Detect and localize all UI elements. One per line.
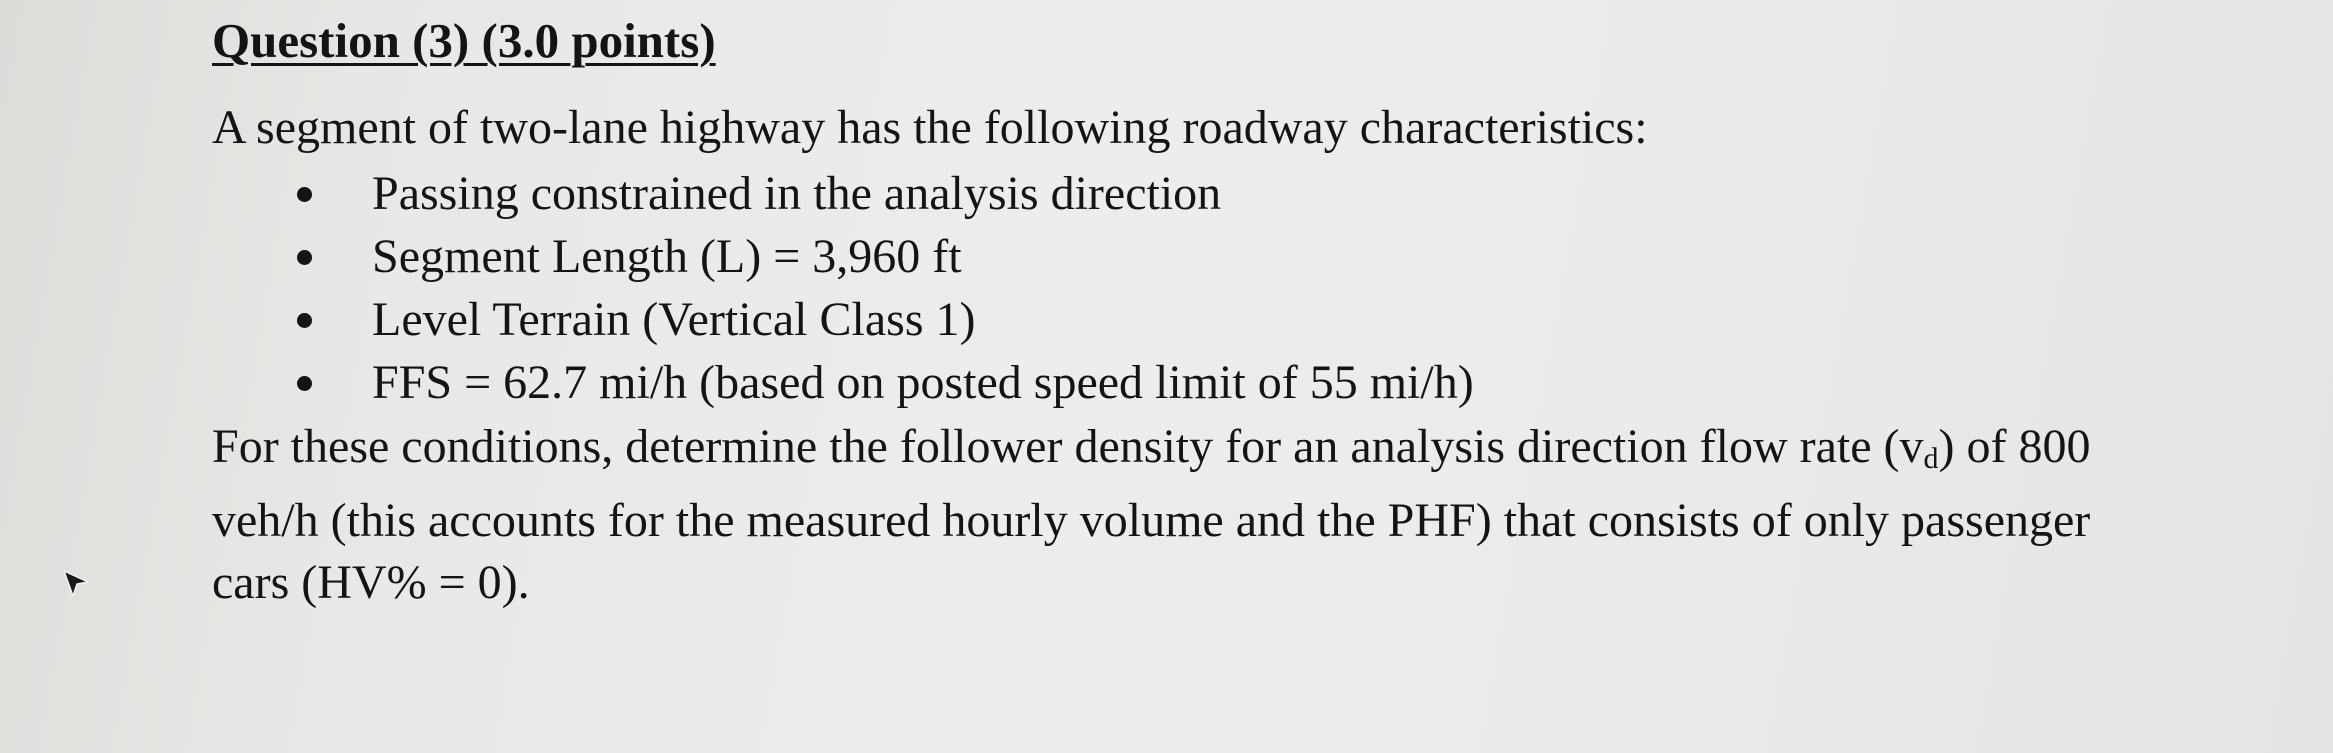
bullet-icon bbox=[297, 187, 312, 202]
question-prompt bbox=[212, 416, 2312, 614]
prompt-line-1 bbox=[212, 416, 2312, 490]
list-item-text: Level Terrain (Vertical Class 1) bbox=[372, 293, 976, 346]
prompt-line-1-end: ) of 800 bbox=[1938, 420, 2091, 473]
bullet-icon bbox=[297, 250, 312, 265]
prompt-line-2: veh/h (this accounts for the measured hourly volume and the PHF) that consists of only passenger bbox=[212, 494, 2091, 547]
flow-rate-subscript: d bbox=[1923, 442, 1939, 475]
bullet-icon bbox=[297, 376, 312, 391]
prompt-line-3: cars (HV% = 0). bbox=[212, 556, 530, 609]
list-item-text: Segment Length (L) = 3,960 ft bbox=[372, 230, 962, 283]
question-title: Question (3) (3.0 points) bbox=[212, 13, 716, 68]
list-item-text: FFS = 62.7 mi/h (based on posted speed limit of 55 mi/h) bbox=[372, 356, 1474, 409]
bullet-icon bbox=[297, 313, 312, 328]
list-item-text: Passing constrained in the analysis direction bbox=[372, 167, 1222, 220]
mouse-pointer-icon bbox=[58, 565, 94, 601]
question-intro: A segment of two-lane highway has the following roadway characteristics: bbox=[212, 101, 1648, 154]
prompt-line-1-start: For these conditions, determine the follower density for an analysis direction flow rate (v bbox=[212, 420, 1924, 473]
